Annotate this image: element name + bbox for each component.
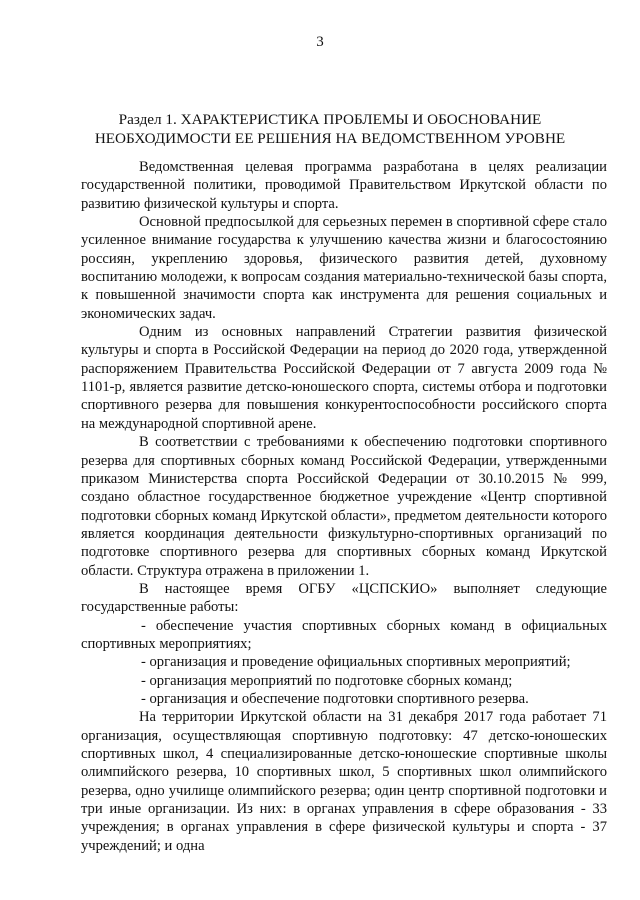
paragraph-prerequisites: Основной предпосылкой для серьезных перемен в спортивной сфере стало усиленное внимание государства к улучшению качества жизни и благосостоянию россиян, укреплению здоровья, физического развития детей, духовному воспитанию молодежи, к вопросам создания материально-технической базы спорта, к повышенной значимости спорта как инструмента для решения социальных и экономических задач. <box>81 214 608 322</box>
section-heading-line-1: Раздел 1. ХАРАКТЕРИСТИКА ПРОБЛЕМЫ И ОБОСНОВАНИЕ <box>118 111 542 128</box>
list-item: - организация и обеспечение подготовки спортивного резерва. <box>141 690 529 707</box>
section-heading <box>60 110 600 148</box>
paragraph-state-works-intro: В настоящее время ОГБУ «ЦСПСКИО» выполняет следующие государственные работы: <box>81 580 607 616</box>
list-item: - организация и проведение официальных спортивных мероприятий; <box>141 654 571 671</box>
body-text <box>81 158 607 855</box>
paragraph-organizations: На территории Иркутской области на 31 декабря 2017 года работает 71 организация, осуществляющая спортивную подготовку: 47 детско-юношеских спортивных школ, 4 специализированные детско-юношеские спортивные школы олимпийского резерва, 10 спортивных школ, 5 спортивных школ олимпийского резерва, одно училище олимпийского резерва; один центр спортивной подготовки и три иные организации. Из них: в органах управления в сфере образования - 33 учреждения; в органах управления в сфере физической культуры и спорта - 37 учреждений; и одна <box>81 709 607 854</box>
paragraph-strategy: Одним из основных направлений Стратегии развития физической культуры и спорта в Российской Федерации на период до 2020 года, утвержденной распоряжением Правительства Российской Федерации от 7 августа 2009 года № 1101-р, является развитие детско-юношеского спорта, системы отбора и подготовки спортивного резерва для повышения конкурентоспособности российского спорта на международной спортивной арене. <box>81 324 607 432</box>
paragraph-program-purpose: Ведомственная целевая программа разработана в целях реализации государственной политики, проводимой Правительством Иркутской области по развитию физической культуры и спорта. <box>81 159 607 212</box>
section-heading-line-2: НЕОБХОДИМОСТИ ЕЕ РЕШЕНИЯ НА ВЕДОМСТВЕННОМ УРОВНЕ <box>94 130 566 147</box>
page-number: 3 <box>316 34 324 50</box>
list-item: - организация мероприятий по подготовке сборных команд; <box>141 672 513 689</box>
paragraph-center-creation: В соответствии с требованиями к обеспечению подготовки спортивного резерва для спортивных сборных команд Российской Федерации, утвержденными приказом Министерства спорта Российской Федерации от 30.10.2015 № 999, создано областное государственное бюджетное учреждение «Центр спортивной подготовки сборных команд Иркутской области», предметом деятельности которого является координация деятельности физкультурно-спортивных организаций по подготовке спортивного резерва для спортивных сборных команд Иркутской области. Структура отражена в приложении 1. <box>81 434 607 579</box>
list-item: - обеспечение участия спортивных сборных команд в официальных спортивных мероприятиях; <box>81 617 607 652</box>
